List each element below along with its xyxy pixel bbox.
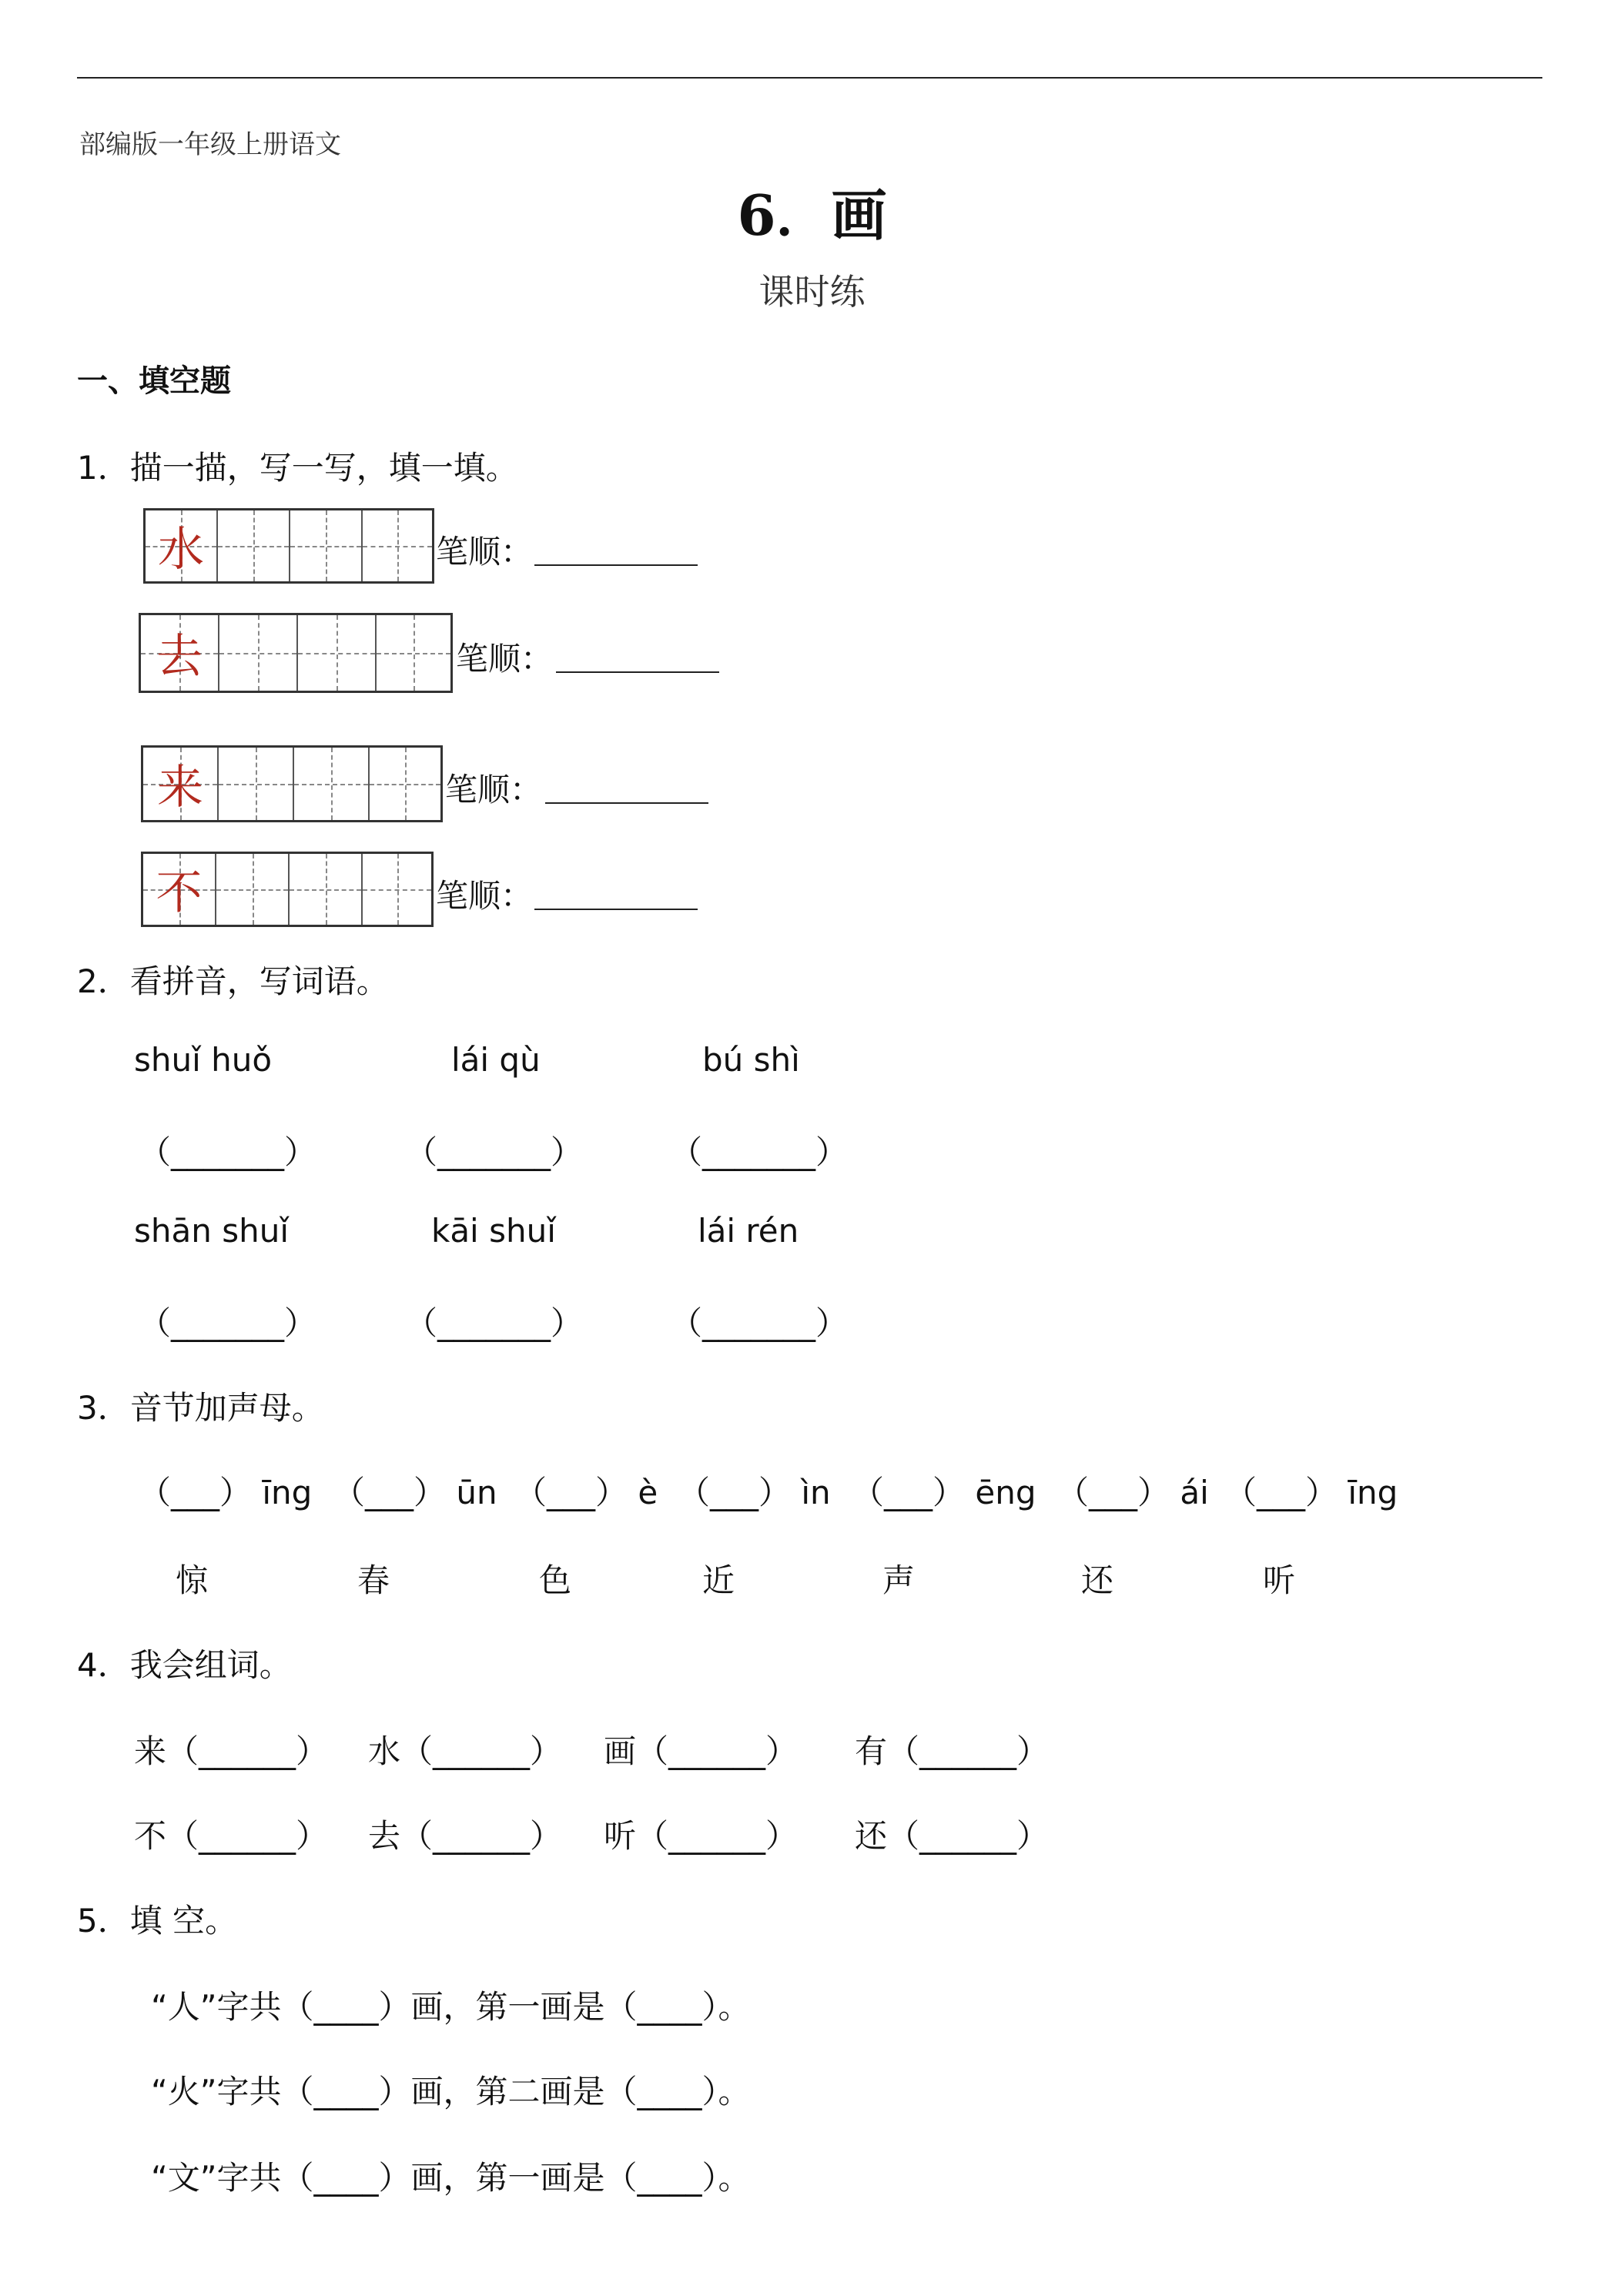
stroke-order-blank[interactable]	[534, 564, 698, 566]
hint-char: 听	[1263, 1561, 1296, 1599]
writing-cell[interactable]	[363, 854, 431, 925]
word-blank[interactable]: 去（______）	[368, 1817, 563, 1855]
writing-cell[interactable]	[219, 748, 294, 820]
writing-cell[interactable]	[219, 615, 298, 691]
initial-blank[interactable]: （___） ái	[1056, 1474, 1209, 1511]
answer-blank[interactable]: （_______）	[405, 1304, 584, 1342]
page-title: 6．画	[737, 182, 887, 248]
initial-blank[interactable]: （___） ūn	[333, 1474, 497, 1511]
word-blank[interactable]: 画（______）	[604, 1732, 799, 1770]
model-char-bu: 不	[156, 866, 203, 920]
stroke-order-blank[interactable]	[545, 802, 708, 804]
writing-cell[interactable]	[377, 615, 450, 691]
hint-char: 声	[882, 1561, 916, 1599]
word-blank[interactable]: 水（______）	[368, 1732, 563, 1770]
stroke-order-label: 笔顺：	[436, 877, 534, 915]
answer-blank[interactable]: （_______）	[670, 1133, 849, 1171]
fill-line[interactable]: “文”字共（____）画，第一画是（____）。	[151, 2159, 751, 2197]
writing-cell[interactable]	[363, 510, 432, 581]
hint-char: 近	[702, 1561, 735, 1599]
model-char-lai: 来	[157, 761, 203, 815]
writing-cell[interactable]	[370, 748, 440, 820]
stroke-order-blank[interactable]	[556, 671, 719, 673]
initial-blank[interactable]: （___） īng	[1224, 1474, 1398, 1511]
answer-blank[interactable]: （_______）	[139, 1304, 317, 1342]
initial-blank[interactable]: （___） ìn	[678, 1474, 831, 1511]
writing-cell[interactable]	[290, 854, 363, 925]
writing-cell[interactable]	[294, 748, 370, 820]
writing-cell[interactable]	[218, 510, 290, 581]
initial-blank[interactable]: （___） ēng	[852, 1474, 1036, 1511]
page-subtitle: 课时练	[758, 271, 866, 313]
tianzige-grid-qu	[139, 613, 453, 693]
tianzige-grid-bu	[141, 852, 434, 927]
tianzige-grid-lai	[141, 745, 443, 822]
word-blank[interactable]: 还（______）	[855, 1817, 1050, 1855]
fill-line[interactable]: “人”字共（____）画，第一画是（____）。	[151, 1988, 751, 2026]
section-heading: 一、填空题	[77, 363, 231, 399]
answer-blank[interactable]: （_______）	[405, 1133, 584, 1171]
answer-blank[interactable]: （_______）	[139, 1133, 317, 1171]
q5-prompt: 5．填 空。	[77, 1902, 238, 1940]
model-char-shui: 水	[158, 523, 204, 577]
writing-cell[interactable]	[298, 615, 377, 691]
hint-char: 惊	[176, 1561, 209, 1599]
pinyin-item: lái qù	[451, 1041, 541, 1079]
pinyin-item: bú shì	[702, 1041, 800, 1079]
word-blank[interactable]: 来（______）	[134, 1732, 329, 1770]
header-rule	[77, 77, 1542, 79]
stroke-order-blank[interactable]	[534, 909, 698, 910]
hint-char: 还	[1081, 1561, 1114, 1599]
stroke-order-label: 笔顺：	[445, 771, 543, 808]
fill-line[interactable]: “火”字共（____）画，第二画是（____）。	[151, 2073, 751, 2110]
q2-prompt: 2．看拼音，写词语。	[77, 962, 389, 1000]
q1-prompt: 1．描一描，写一写，填一填。	[77, 449, 518, 487]
publisher-label: 部编版一年级上册语文	[79, 129, 341, 160]
initial-blank[interactable]: （___） è	[514, 1474, 658, 1511]
model-cell	[143, 854, 216, 925]
word-blank[interactable]: 听（______）	[604, 1817, 799, 1855]
model-cell	[141, 615, 219, 691]
stroke-order-label: 笔顺：	[436, 533, 534, 571]
pinyin-item: shān shuǐ	[134, 1212, 289, 1250]
model-cell	[143, 748, 219, 820]
pinyin-item: kāi shuǐ	[431, 1212, 556, 1250]
word-blank[interactable]: 不（______）	[134, 1817, 329, 1855]
writing-cell[interactable]	[290, 510, 363, 581]
stroke-order-label: 笔顺：	[456, 640, 554, 678]
model-cell	[146, 510, 218, 581]
initial-blank[interactable]: （___） īng	[139, 1474, 313, 1511]
q3-prompt: 3．音节加声母。	[77, 1389, 324, 1427]
hint-char: 色	[539, 1561, 572, 1599]
writing-cell[interactable]	[216, 854, 290, 925]
hint-char: 春	[357, 1561, 390, 1599]
pinyin-item: lái rén	[698, 1212, 799, 1250]
answer-blank[interactable]: （_______）	[670, 1304, 849, 1342]
model-char-qu: 去	[156, 630, 203, 684]
q4-prompt: 4．我会组词。	[77, 1646, 292, 1684]
tianzige-grid-shui	[143, 508, 434, 584]
pinyin-item: shuǐ huǒ	[134, 1041, 273, 1079]
word-blank[interactable]: 有（______）	[855, 1732, 1050, 1770]
